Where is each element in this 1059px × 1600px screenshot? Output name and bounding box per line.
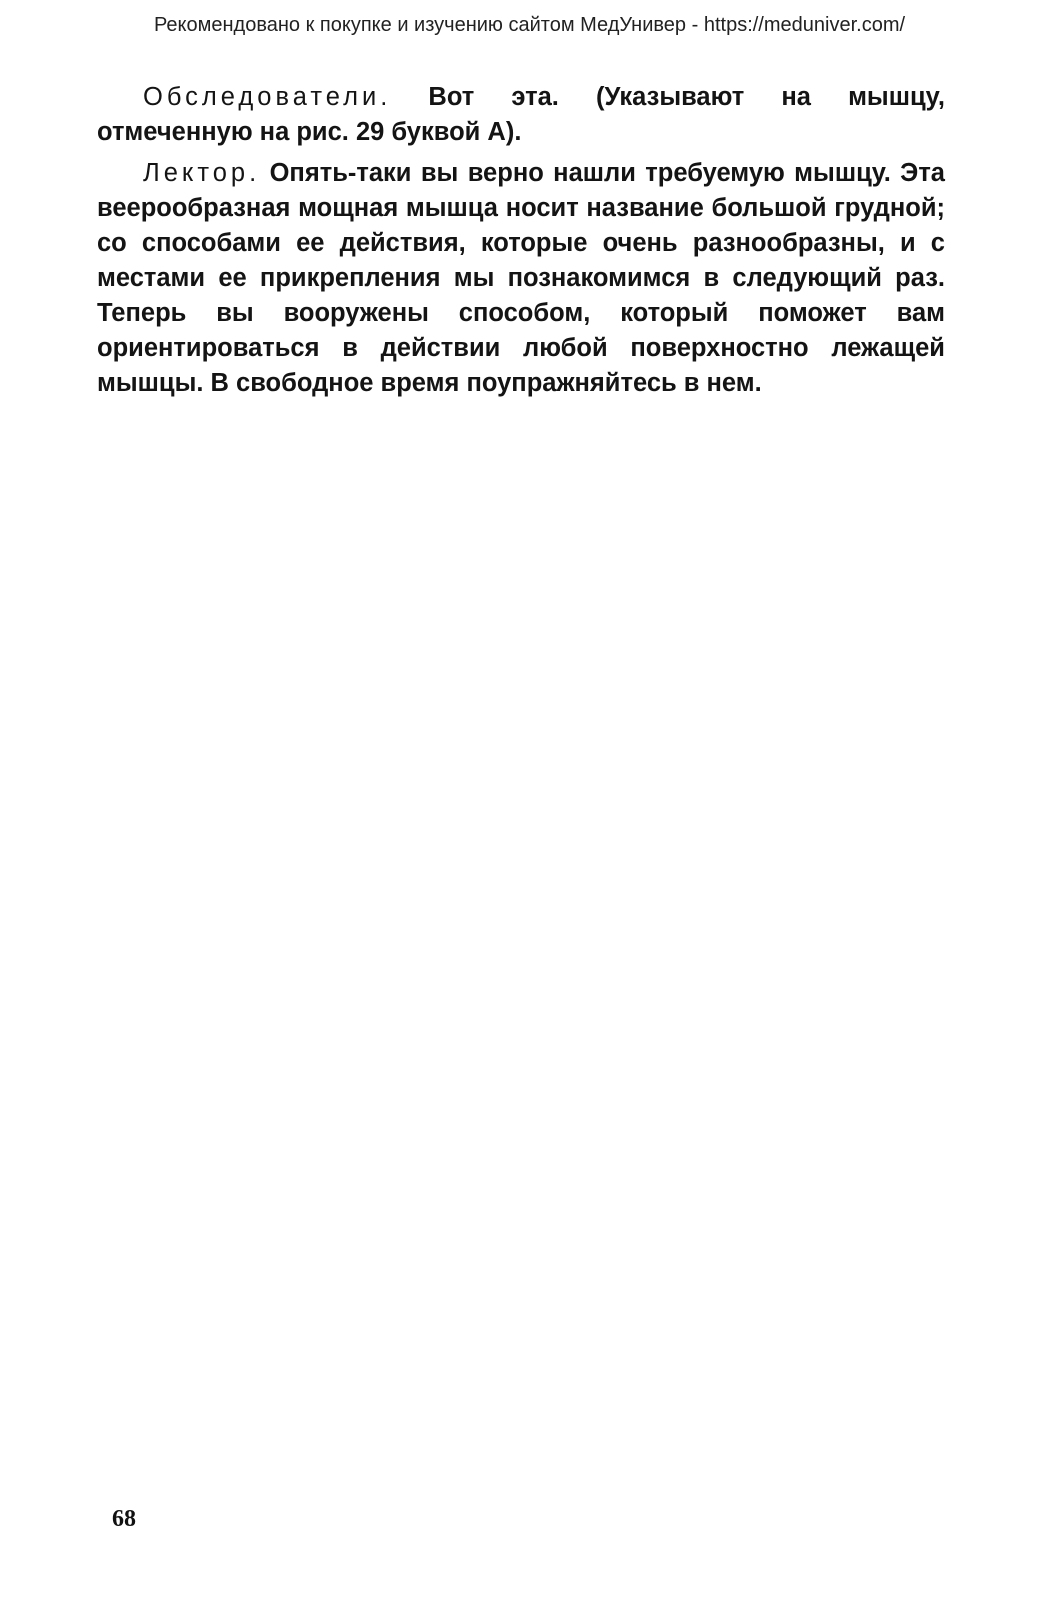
- speaker-label: Лектор.: [143, 159, 261, 187]
- page-body-text: [97, 80, 945, 407]
- recommendation-text: Рекомендовано к покупке и изучению сайтом МедУнивер -: [153, 14, 704, 36]
- meduniver-link[interactable]: https://meduniver.com/: [703, 14, 906, 36]
- dialogue-paragraph-examiners: [97, 80, 945, 150]
- dialogue-paragraph-lecturer: [97, 156, 945, 401]
- page-number: 68: [112, 1506, 136, 1532]
- speaker-label: Обследователи.: [143, 83, 392, 111]
- paragraph-text: Опять-таки вы верно нашли требуемую мышцу. Эта веерообразная мощная мышца носит название большой грудной; со способами ее действия, которые очень разнообразны, и с местами ее прикрепления мы познакомимся в следующий раз. Теперь вы вооружены способом, который поможет вам ориентироваться в действии любой поверхностно лежащей мышцы. В свободное время поупражняйтесь в нем.: [97, 159, 945, 397]
- paragraph-text: Вот эта. (Указывают на мышцу, отмеченную на рис. 29 буквой А).: [97, 83, 945, 146]
- site-recommendation-banner: [0, 14, 1059, 37]
